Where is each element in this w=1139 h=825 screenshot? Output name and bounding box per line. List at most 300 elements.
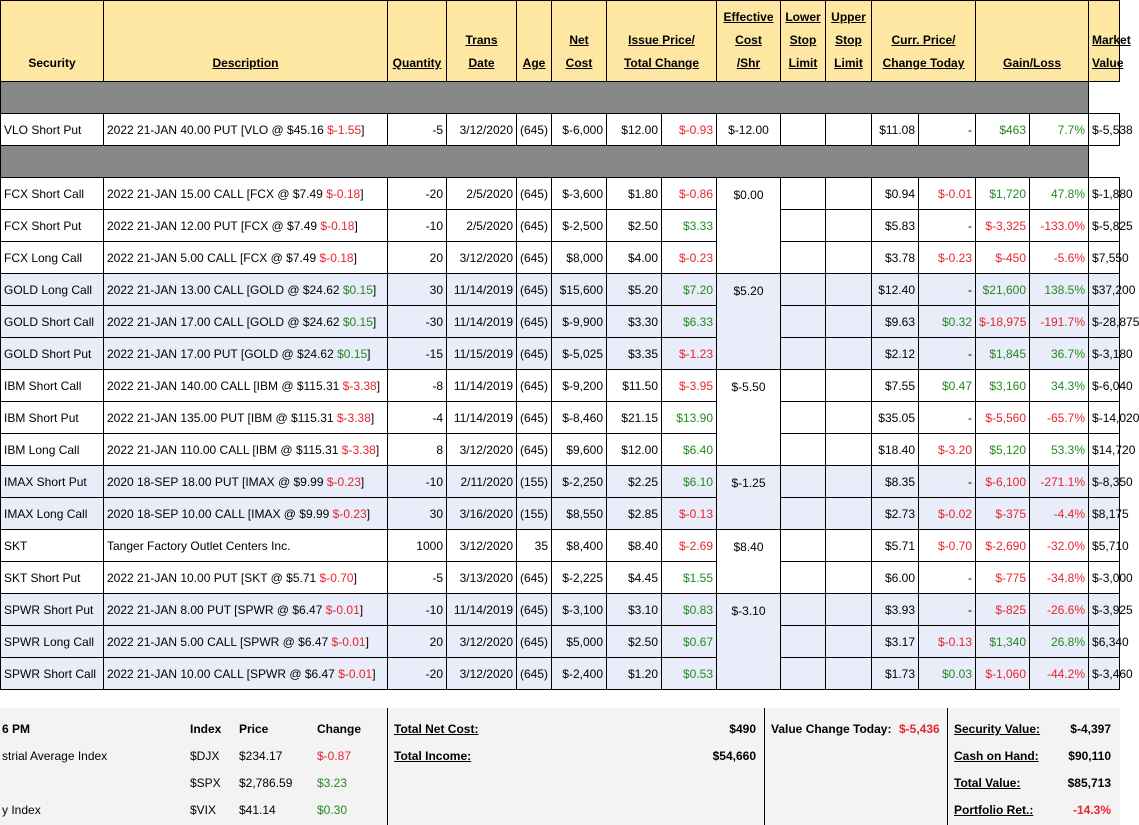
total-change-cell (662, 594, 717, 626)
effective-cost-cell (717, 466, 781, 530)
gain-pct-cell-text: -4.4% (1053, 506, 1086, 521)
total-change-cell-text: $1.55 (682, 570, 713, 585)
market-value-cell-text: $37,200 (1092, 282, 1136, 297)
issue-price-cell-text: $5.20 (627, 282, 658, 297)
quantity-cell-text: 30 (429, 506, 443, 521)
security-cell-text: VLO Short Put (4, 122, 82, 137)
net-cost-cell (552, 434, 607, 466)
index-change: $0.30 (317, 803, 348, 817)
age-cell (517, 114, 552, 146)
security-cell-text: GOLD Short Call (4, 314, 95, 329)
description-cell (104, 626, 388, 658)
total-change-cell (662, 178, 717, 210)
upper-stop-cell[interactable] (826, 466, 872, 498)
quantity-cell-text: 8 (436, 442, 443, 457)
trans-date-cell-text: 11/14/2019 (453, 410, 513, 425)
col-header-effective-cost[interactable] (717, 1, 781, 82)
net-cost-cell-text: $5,000 (566, 634, 603, 649)
issue-price-cell (607, 370, 662, 402)
lower-stop-cell[interactable] (781, 210, 826, 242)
upper-stop-cell[interactable] (826, 626, 872, 658)
market-value-cell (1089, 498, 1129, 530)
upper-stop-cell[interactable] (826, 658, 872, 690)
net-cost-cell-text: $-9,900 (562, 314, 603, 329)
age-cell (517, 626, 552, 658)
gain-pct-cell (1030, 562, 1089, 594)
upper-stop-cell[interactable] (826, 274, 872, 306)
quantity-cell-text: -5 (432, 122, 443, 137)
issue-price-cell-text: $2.25 (627, 474, 658, 489)
upper-stop-cell[interactable] (826, 562, 872, 594)
gain-loss-cell-text: $-5,560 (985, 410, 1027, 425)
description-cell (104, 498, 388, 530)
security-cell-text: FCX Long Call (4, 250, 83, 265)
curr-price-cell (872, 210, 919, 242)
trans-date-cell (447, 306, 517, 338)
upper-stop-cell[interactable] (826, 402, 872, 434)
change-today-cell (919, 498, 976, 530)
table-row[interactable] (1, 242, 1120, 274)
gain-pct-cell-text: 36.7% (1051, 346, 1086, 361)
market-value-cell-text: $-14,020 (1092, 410, 1139, 425)
index-symbol[interactable]: $VIX (190, 803, 217, 817)
age-cell (517, 370, 552, 402)
age-cell-text: (645) (520, 314, 549, 329)
trans-date-cell-text: 11/14/2019 (453, 602, 513, 617)
description-text: 2022 21-JAN 17.00 CALL [GOLD @ $24.62 (107, 314, 343, 329)
security-cell (1, 210, 104, 242)
issue-price-cell (607, 498, 662, 530)
underlying-change: $-0.01 (331, 634, 366, 649)
curr-price-cell-text: $5.71 (884, 538, 915, 553)
lower-stop-cell[interactable] (781, 466, 826, 498)
upper-stop-cell[interactable] (826, 370, 872, 402)
security-cell (1, 338, 104, 370)
gain-loss-cell (976, 434, 1030, 466)
total-change-cell (662, 306, 717, 338)
total-change-cell-text: $-3.95 (678, 378, 713, 393)
curr-price-cell (872, 306, 919, 338)
total-change-cell (662, 274, 717, 306)
trans-date-cell (447, 466, 517, 498)
market-time: 6 PM (2, 722, 31, 736)
upper-stop-cell[interactable] (826, 306, 872, 338)
total-income-label: Total Income: (394, 749, 472, 763)
total-net-cost-value: $490 (729, 722, 756, 736)
underlying-change: $-1.55 (327, 122, 362, 137)
market-value-cell-text: $-6,040 (1092, 378, 1133, 393)
col-header-age[interactable] (517, 1, 552, 82)
security-cell (1, 178, 104, 210)
security-cell (1, 434, 104, 466)
trans-date-cell-text: 11/14/2019 (453, 282, 513, 297)
age-cell (517, 402, 552, 434)
quantity-cell-text: -10 (425, 218, 443, 233)
age-cell (517, 530, 552, 562)
col-header-trans-date[interactable] (447, 1, 517, 82)
gain-pct-cell-text: -191.7% (1040, 314, 1086, 329)
lower-stop-cell[interactable] (781, 402, 826, 434)
effective-cost-text: $-3.10 (731, 604, 766, 618)
quantity-cell-text: -10 (425, 474, 443, 489)
change-today-cell (919, 306, 976, 338)
col-header-lower-stop[interactable] (781, 1, 826, 82)
gain-loss-cell-text: $463 (999, 122, 1027, 137)
security-cell (1, 402, 104, 434)
curr-price-cell-text: $8.35 (884, 474, 915, 489)
trans-date-cell-text: 3/12/2020 (459, 666, 513, 681)
upper-stop-cell[interactable] (826, 114, 872, 146)
total-change-cell-text: $-0.93 (678, 122, 713, 137)
effective-cost-cell (717, 370, 781, 466)
age-cell (517, 434, 552, 466)
description-cell (104, 178, 388, 210)
total-change-cell (662, 498, 717, 530)
upper-stop-cell[interactable] (826, 498, 872, 530)
net-cost-cell-text: $-3,100 (562, 602, 603, 617)
table-row[interactable] (1, 338, 1120, 370)
security-cell-text: SPWR Long Call (4, 634, 95, 649)
quantity-cell-text: 20 (429, 250, 443, 265)
total-change-cell-text: $6.10 (682, 474, 713, 489)
age-cell-text: (645) (520, 378, 549, 393)
description-end: ] (372, 666, 376, 681)
change-today-cell (919, 338, 976, 370)
description-end: ] (365, 634, 369, 649)
gain-pct-cell-text: 138.5% (1044, 282, 1086, 297)
col-header-text: Quantity (392, 56, 442, 70)
curr-price-cell (872, 274, 919, 306)
market-value-cell (1089, 210, 1133, 242)
age-cell-text: (645) (520, 122, 549, 137)
change-today-cell-text: - (968, 410, 973, 425)
lower-stop-cell[interactable] (781, 338, 826, 370)
quantity-cell (388, 530, 447, 562)
quantity-cell-text: 30 (429, 282, 443, 297)
table-row[interactable] (1, 370, 1120, 402)
table-row[interactable] (1, 434, 1120, 466)
index-symbol[interactable]: $SPX (190, 776, 221, 790)
curr-price-cell (872, 242, 919, 274)
effective-cost-cell (717, 114, 781, 146)
description-cell (104, 434, 388, 466)
total-change-cell (662, 530, 717, 562)
table-row[interactable] (1, 498, 1120, 530)
description-end: ] (367, 346, 371, 361)
gain-pct-cell (1030, 594, 1089, 626)
quantity-cell (388, 338, 447, 370)
gain-loss-cell-text: $-6,100 (985, 474, 1027, 489)
total-change-cell-text: $3.33 (682, 218, 713, 233)
table-row[interactable] (1, 210, 1120, 242)
group-separator (1, 146, 1120, 178)
table-row[interactable] (1, 114, 1120, 146)
change-today-cell (919, 274, 976, 306)
gain-pct-cell-text: -32.0% (1047, 538, 1086, 553)
total-change-cell (662, 434, 717, 466)
change-today-cell (919, 402, 976, 434)
change-today-cell-text: - (968, 570, 973, 585)
quantity-cell-text: -20 (425, 186, 443, 201)
table-row[interactable] (1, 306, 1120, 338)
change-today-cell-text: - (968, 602, 973, 617)
security-cell (1, 114, 104, 146)
effective-cost-text: $0.00 (733, 188, 764, 202)
trans-date-cell-text: 3/16/2020 (459, 506, 513, 521)
lower-stop-cell[interactable] (781, 530, 826, 562)
market-value-cell-text: $14,720 (1092, 442, 1136, 457)
separator-cell (1, 146, 1089, 178)
lower-stop-cell[interactable] (781, 370, 826, 402)
table-row[interactable] (1, 178, 1120, 210)
gain-pct-cell (1030, 658, 1089, 690)
gain-pct-cell (1030, 370, 1089, 402)
issue-price-cell-text: $12.00 (621, 122, 658, 137)
description-end: ] (361, 122, 365, 137)
lower-stop-cell[interactable] (781, 274, 826, 306)
table-row[interactable] (1, 530, 1120, 562)
col-header-text: Age (522, 56, 546, 70)
col-header-text: /Shr (736, 56, 761, 70)
change-today-cell-text: $-3.20 (937, 442, 973, 457)
issue-price-cell-text: $3.30 (627, 314, 658, 329)
curr-price-cell (872, 434, 919, 466)
curr-price-cell-text: $12.40 (878, 282, 915, 297)
col-header-net-cost[interactable] (552, 1, 607, 82)
description-end: ] (360, 474, 365, 489)
upper-stop-cell[interactable] (826, 530, 872, 562)
description-end: ] (360, 186, 364, 201)
change-today-cell (919, 594, 976, 626)
net-cost-cell-text: $-5,025 (562, 346, 603, 361)
total-change-cell-text: $6.33 (682, 314, 713, 329)
curr-price-cell-text: $5.83 (884, 218, 915, 233)
trans-date-cell (447, 530, 517, 562)
col-header-text: Issue Price/ (628, 33, 695, 47)
upper-stop-cell[interactable] (826, 594, 872, 626)
age-cell (517, 210, 552, 242)
security-cell-text: SKT Short Put (4, 570, 81, 585)
col-header-security[interactable] (1, 1, 104, 82)
market-value-cell-text: $-3,000 (1092, 570, 1133, 585)
total-income-value: $54,660 (712, 749, 756, 763)
table-row[interactable] (1, 466, 1120, 498)
underlying-change: $-0.18 (326, 186, 361, 201)
curr-price-cell (872, 626, 919, 658)
col-header-description[interactable] (104, 1, 388, 82)
change-today-cell-text: - (968, 282, 973, 297)
table-row[interactable] (1, 562, 1120, 594)
gain-pct-cell (1030, 242, 1089, 274)
gain-loss-cell (976, 274, 1030, 306)
value-change-label: Value Change Today: (771, 722, 892, 736)
gain-loss-cell-text: $5,120 (989, 442, 1027, 457)
group-separator (1, 82, 1120, 114)
upper-stop-cell[interactable] (826, 338, 872, 370)
description-cell (104, 370, 388, 402)
lower-stop-cell[interactable] (781, 626, 826, 658)
col-header-gain-loss[interactable] (976, 1, 1089, 82)
description-end: ] (372, 314, 377, 329)
market-index-panel (0, 708, 388, 825)
upper-stop-cell[interactable] (826, 178, 872, 210)
portfolio-return-value: -14.3% (1072, 803, 1111, 817)
description-cell (104, 114, 388, 146)
gain-pct-cell-text: -44.2% (1047, 666, 1086, 681)
total-change-cell (662, 402, 717, 434)
change-today-cell (919, 210, 976, 242)
index-price: $2,786.59 (239, 776, 293, 790)
total-value: $85,713 (1067, 776, 1111, 790)
total-change-cell (662, 626, 717, 658)
total-change-cell-text: $-0.86 (678, 186, 713, 201)
gain-pct-cell-text: -271.1% (1040, 474, 1086, 489)
separator-cell (1, 82, 1089, 114)
total-change-cell (662, 466, 717, 498)
curr-price-cell (872, 658, 919, 690)
trans-date-cell (447, 562, 517, 594)
effective-cost-text: $-1.25 (731, 476, 766, 490)
market-value-cell-text: $6,340 (1092, 634, 1129, 649)
underlying-change: $0.15 (337, 346, 368, 361)
issue-price-cell-text: $8.40 (627, 538, 658, 553)
col-header-market-value[interactable] (1089, 1, 1131, 82)
col-header-text: Cost (735, 33, 762, 47)
issue-price-cell (607, 306, 662, 338)
col-header-issue-price[interactable] (607, 1, 717, 82)
gain-pct-cell (1030, 626, 1089, 658)
table-row[interactable] (1, 594, 1120, 626)
index-symbol[interactable]: $DJX (190, 749, 220, 763)
upper-stop-cell[interactable] (826, 210, 872, 242)
description-text: 2022 21-JAN 5.00 CALL [SPWR @ $6.47 (107, 634, 332, 649)
security-cell (1, 466, 104, 498)
issue-price-cell-text: $21.15 (621, 410, 658, 425)
market-value-cell-text: $-1,880 (1092, 186, 1133, 201)
col-header-text: Limit (834, 56, 863, 70)
col-header-quantity[interactable] (388, 1, 447, 82)
change-today-cell (919, 114, 976, 146)
curr-price-cell-text: $11.08 (879, 122, 915, 137)
lower-stop-cell[interactable] (781, 306, 826, 338)
curr-price-cell-text: $3.17 (884, 634, 915, 649)
trans-date-cell (447, 402, 517, 434)
gain-loss-cell (976, 402, 1030, 434)
quantity-cell (388, 114, 447, 146)
issue-price-cell (607, 594, 662, 626)
net-cost-cell-text: $8,400 (566, 538, 603, 553)
lower-stop-cell[interactable] (781, 658, 826, 690)
quantity-cell (388, 242, 447, 274)
table-row[interactable] (1, 274, 1120, 306)
net-cost-cell (552, 370, 607, 402)
net-cost-cell (552, 658, 607, 690)
market-value-cell-text: $8,175 (1092, 506, 1129, 521)
lower-stop-cell[interactable] (781, 562, 826, 594)
upper-stop-cell[interactable] (826, 242, 872, 274)
trans-date-cell-text: 3/12/2020 (459, 122, 513, 137)
table-row[interactable] (1, 626, 1120, 658)
description-cell (104, 274, 388, 306)
description-text: 2020 18-SEP 18.00 PUT [IMAX @ $9.99 (107, 474, 327, 489)
lower-stop-cell[interactable] (781, 178, 826, 210)
age-cell (517, 594, 552, 626)
table-row[interactable] (1, 402, 1120, 434)
curr-price-cell-text: $7.55 (884, 378, 915, 393)
lower-stop-cell[interactable] (781, 594, 826, 626)
col-header-text: Market (1092, 33, 1131, 47)
col-header-text: Lower (785, 10, 821, 24)
value-change-value: $-5,436 (899, 722, 940, 736)
security-cell (1, 594, 104, 626)
trans-date-cell (447, 370, 517, 402)
portfolio-summary-panel (948, 708, 1119, 825)
upper-stop-cell[interactable] (826, 434, 872, 466)
total-change-cell-text: $0.53 (682, 666, 713, 681)
underlying-change: $-3.38 (342, 378, 377, 393)
market-value-cell (1089, 306, 1139, 338)
total-change-cell-text: $0.67 (682, 634, 713, 649)
description-end: ] (359, 602, 364, 617)
change-today-cell-text: $-0.23 (937, 250, 973, 265)
lower-stop-cell[interactable] (781, 114, 826, 146)
col-header-text: Cost (565, 56, 593, 70)
value-change-panel (765, 708, 948, 825)
gain-pct-cell (1030, 306, 1089, 338)
change-today-cell (919, 658, 976, 690)
issue-price-cell-text: $12.00 (621, 442, 658, 457)
age-cell-text: 35 (534, 538, 548, 553)
age-cell-text: (645) (520, 570, 549, 585)
gain-pct-cell (1030, 274, 1089, 306)
lower-stop-cell[interactable] (781, 242, 826, 274)
trans-date-cell (447, 210, 517, 242)
market-value-cell-text: $-28,875 (1092, 314, 1139, 329)
issue-price-cell (607, 402, 662, 434)
trans-date-cell (447, 434, 517, 466)
effective-cost-cell (717, 530, 781, 594)
trans-date-cell (447, 178, 517, 210)
col-header-upper-stop[interactable] (826, 1, 872, 82)
description-cell (104, 242, 388, 274)
market-value-cell (1089, 178, 1133, 210)
lower-stop-cell[interactable] (781, 434, 826, 466)
issue-price-cell (607, 434, 662, 466)
underlying-change: $-0.18 (320, 218, 355, 233)
change-today-cell-text: $-0.02 (937, 506, 973, 521)
security-cell (1, 498, 104, 530)
col-header-text: Net (569, 33, 589, 47)
effective-cost-cell (717, 594, 781, 690)
curr-price-cell (872, 498, 919, 530)
table-body (1, 82, 1139, 690)
quantity-cell (388, 402, 447, 434)
description-cell (104, 594, 388, 626)
trans-date-cell-text: 11/14/2019 (453, 314, 513, 329)
issue-price-cell-text: $3.10 (627, 602, 658, 617)
gain-loss-cell (976, 466, 1030, 498)
gain-pct-cell (1030, 434, 1089, 466)
col-header-text: Date (468, 56, 495, 70)
change-today-cell (919, 370, 976, 402)
description-cell (104, 658, 388, 690)
lower-stop-cell[interactable] (781, 498, 826, 530)
col-header-curr-price[interactable] (872, 1, 976, 82)
age-cell-text: (155) (520, 474, 549, 489)
description-end: ] (372, 282, 377, 297)
net-cost-cell (552, 626, 607, 658)
table-row[interactable] (1, 658, 1120, 690)
